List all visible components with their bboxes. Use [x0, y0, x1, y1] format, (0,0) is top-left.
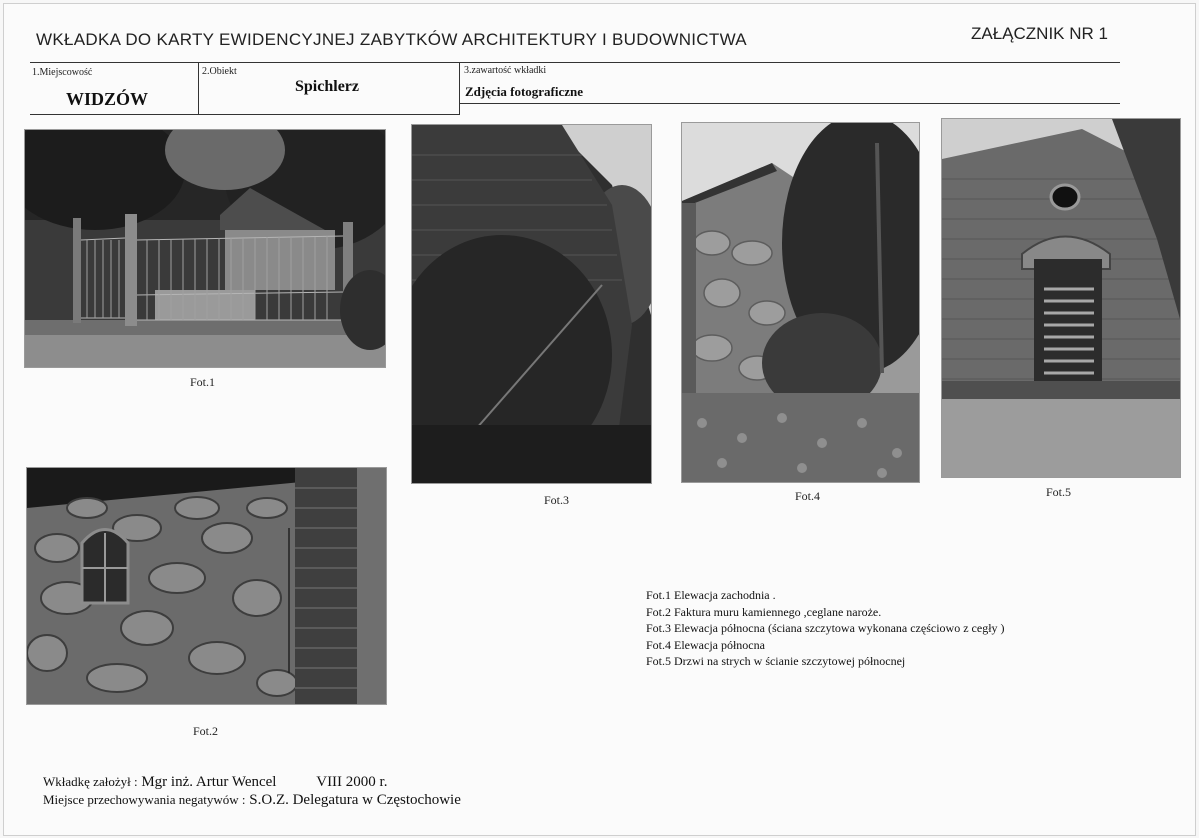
founder-label: Wkładkę założył :: [43, 774, 138, 789]
founder-name: Mgr inż. Artur Wencel: [141, 774, 277, 790]
storage-value: S.O.Z. Delegatura w Częstochowie: [249, 792, 461, 808]
header-rule-top: [30, 62, 1120, 63]
caption-fot2: Fot.2: [193, 724, 219, 738]
header-rule-bottom: [30, 114, 460, 115]
caption-fot5: Fot.5: [1046, 485, 1072, 499]
footer-storage-line: [43, 792, 461, 809]
content-value: Zdjęcia fotograficzne: [465, 84, 584, 99]
photo-fot4-north-elevation: [681, 122, 920, 483]
annex-number: ZAŁĄCZNIK NR 1: [971, 24, 1108, 43]
object-value: Spichlerz: [295, 78, 359, 95]
legend-item-fot4: Fot.4 Elewacja północna: [646, 637, 765, 652]
storage-label: Miejsce przechowywania negatywów :: [43, 792, 246, 807]
legend-item-fot5: Fot.5 Drzwi na strych w ścianie szczytowej północnej: [646, 654, 906, 668]
legend-item-fot2: Fot.2 Faktura muru kamiennego ,ceglane naroże.: [646, 604, 882, 619]
photo-fot1-west-elevation: [24, 129, 386, 368]
legend-item-fot1: Fot.1 Elewacja zachodnia .: [646, 588, 776, 602]
object-label: 2.Obiekt: [202, 66, 237, 77]
caption-fot3: Fot.3: [544, 493, 570, 507]
legend-item-fot3: Fot.3 Elewacja północna (ściana szczytowa wykonana częściowo z cegły ): [646, 621, 1005, 635]
header-divider-2: [459, 62, 460, 114]
document-title: WKŁADKA DO KARTY EWIDENCYJNEJ ZABYTKÓW ARCHITEKTURY I BUDOWNICTWA: [36, 30, 747, 49]
place-value: WIDZÓW: [66, 89, 149, 109]
document-date: VIII 2000 r.: [316, 774, 388, 790]
header-divider-1: [198, 62, 199, 114]
caption-fot1: Fot.1: [190, 375, 216, 389]
photo-fot3-north-elevation-gable: [411, 124, 652, 484]
photo-fot5-attic-door: [941, 118, 1181, 478]
photo-fot2-stone-wall: [26, 467, 387, 705]
content-label: 3.zawartość wkładki: [464, 65, 547, 76]
header-rule-bottom-right: [460, 103, 1120, 104]
photo-legend: [646, 587, 1005, 670]
caption-fot4: Fot.4: [795, 489, 821, 503]
place-label: 1.Miejscowość: [32, 67, 93, 78]
footer-founder-line: [43, 774, 387, 791]
